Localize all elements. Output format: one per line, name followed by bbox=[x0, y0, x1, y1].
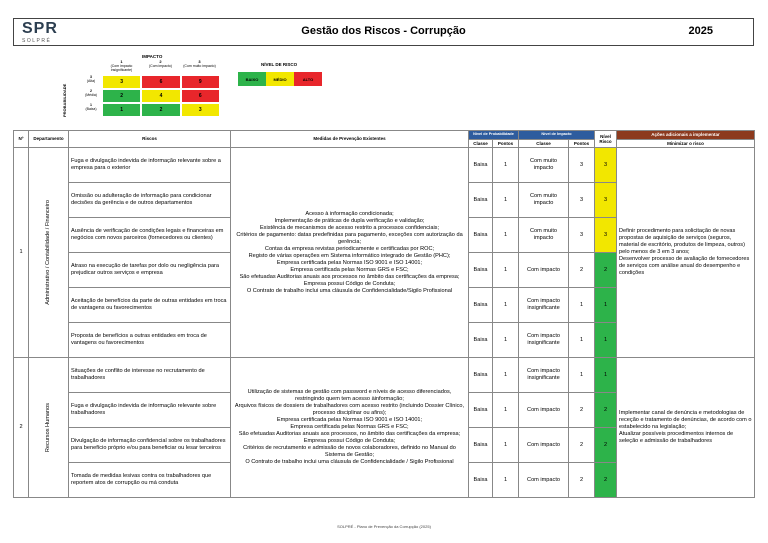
header-impact-band: Nível de Impacto bbox=[519, 131, 595, 140]
document-title: Gestão dos Riscos - Corrupção bbox=[301, 25, 466, 37]
matrix-cell: 3 bbox=[102, 75, 141, 89]
risk-description: Aceitação de benefícios da parte de outras entidades em troca de vantagens ou favorecimentos bbox=[69, 288, 231, 323]
matrix-cell: 2 bbox=[102, 89, 141, 103]
risk-description: Proposta de benefícios a outras entidades em troca de vantagens ou favorecimentos bbox=[69, 323, 231, 358]
header-risks: Riscos bbox=[69, 131, 231, 148]
header-actions-band: Ações adicionais a implementar bbox=[617, 131, 755, 140]
prevention-measures: Utilização de sistemas de gestão com password e níveis de acesso diferenciados, restringindo quem tem acesso àinformação; Arquivos físicos de dossiers de trabalhadores com acesso restrito (incluindo Dossier Clínico, processo disciplinar ou afins); Empresa certificada pelas Normas ISO 9001 e ISO 14001; Empresa certificada pelas Normas GRS e FSC; São efetuadas Auditorias anuais aos processos, no âmbito das certificações da empresa; Empresa possui Código de Conduta; Critérios de recrutamento e admissão de novos colaboradores, definido no Manual do Sistema de Gestão; O Contrato de trabalho inclui uma cláusula de Confidencialidade / Sigilo Profissional bbox=[231, 358, 469, 498]
department-label: Recursos Humanos bbox=[45, 402, 51, 453]
logo-subtitle: SOLPRÉ bbox=[22, 38, 52, 44]
page-footer: SOLPRÉ - Plano de Prevenção da Corrupção (2025) bbox=[337, 524, 431, 529]
probability-points: 1 bbox=[493, 288, 519, 323]
probability-class: Baixa bbox=[469, 393, 493, 428]
probability-class: Baixa bbox=[469, 428, 493, 463]
impact-points: 1 bbox=[569, 323, 595, 358]
impact-points: 2 bbox=[569, 253, 595, 288]
probability-axis-label: PROBABILIDADE bbox=[62, 83, 67, 117]
probability-points: 1 bbox=[493, 463, 519, 498]
department-cell bbox=[29, 358, 69, 498]
impact-points: 1 bbox=[569, 358, 595, 393]
probability-class: Baixa bbox=[469, 253, 493, 288]
impact-points: 3 bbox=[569, 218, 595, 253]
impact-points: 2 bbox=[569, 463, 595, 498]
risk-level-value: 2 bbox=[595, 428, 617, 463]
risk-matrix bbox=[102, 75, 220, 117]
document-year: 2025 bbox=[688, 25, 713, 37]
risk-level-value: 3 bbox=[595, 218, 617, 253]
matrix-cell: 4 bbox=[141, 89, 180, 103]
header-risk-level: Nível Risco bbox=[595, 131, 617, 148]
probability-points: 1 bbox=[493, 393, 519, 428]
impact-class: Com muito impacto bbox=[519, 148, 569, 183]
department-label: Administrativo / Contabilidade / Financeiro bbox=[45, 200, 51, 305]
matrix-cell: 9 bbox=[181, 75, 220, 89]
risk-description: Fuga e divulgação indevida de informação relevante sobre trabalhadores bbox=[69, 393, 231, 428]
header-measures: Medidas de Prevenção Existentes bbox=[231, 131, 469, 148]
prevention-measures: Acesso à informação condicionada; Implementação de práticas de dupla verificação e validação; Existência de mecanismos de acesso restrito a processos confidenciais; Critérios de pagamento: datas predefinidas para pagamento, exceções com autorização da gerência; Contas da empresa revistas periodicamente e certificadas por ROC; Registo de várias operações em Sistema informático integrado de Gestão (PHC); Empresa certificada pelas Normas ISO 9001 e ISO 14001; Empresa certificada pelas Normas GRS e FSC; São efetuadas Auditorias anuais aos processos no âmbito das certificações da empresa; Empresa possui Código de Conduta; O Contrato de trabalho inclui uma cláusula de Confidencialidade/Sigilo Profissional bbox=[231, 148, 469, 358]
risk-description: Ausência de verificação de condições legais e financeiras em negócios com novos parceiros (fornecedores ou clientes) bbox=[69, 218, 231, 253]
header-prob-class: Classe bbox=[469, 139, 493, 148]
risk-description: Omissão ou adulteração de informação para condicionar decisões da gerência e de outros departamentos bbox=[69, 183, 231, 218]
risk-description: Atraso na execução de tarefas por dolo ou negligência para prejudicar outros serviços e empresa bbox=[69, 253, 231, 288]
impact-column: 1 (Com impacto insignificante) bbox=[110, 59, 133, 72]
department-cell bbox=[29, 148, 69, 358]
probability-class: Baixa bbox=[469, 148, 493, 183]
impact-points: 2 bbox=[569, 428, 595, 463]
impact-class: Com impacto insignificante bbox=[519, 323, 569, 358]
impact-column: 2 (Com impacto) bbox=[149, 59, 172, 68]
risk-table bbox=[13, 130, 755, 498]
probability-class: Baixa bbox=[469, 218, 493, 253]
table-row bbox=[14, 148, 755, 183]
document-header bbox=[13, 18, 754, 46]
risk-description: Divulgação de informação confidencial sobre os trabalhadores para benefício próprio e/ou para beneficiar ou lesar terceiros bbox=[69, 428, 231, 463]
impact-class: Com impacto bbox=[519, 428, 569, 463]
impact-class: Com impacto bbox=[519, 393, 569, 428]
impact-class: Com impacto insignificante bbox=[519, 358, 569, 393]
probability-row: 2 (Média) bbox=[85, 89, 97, 97]
logo-mark: SPR bbox=[22, 20, 58, 37]
group-number: 1 bbox=[14, 148, 29, 358]
risk-level-value: 1 bbox=[595, 358, 617, 393]
risk-level-baixo: BAIXO bbox=[238, 72, 266, 86]
risk-level-value: 2 bbox=[595, 393, 617, 428]
probability-class: Baixa bbox=[469, 288, 493, 323]
additional-actions: Implementar canal de denúncia e metodologias de receção e tratamento de denúncias, de acordo com o estabelecido na legislação; Atualizar possíveis procedimentos internos de seleção e admissão de trabalhadores bbox=[617, 358, 755, 498]
probability-points: 1 bbox=[493, 148, 519, 183]
risk-description: Fuga e divulgação indevida de informação relevante sobre a empresa para o exterior bbox=[69, 148, 231, 183]
probability-points: 1 bbox=[493, 428, 519, 463]
risk-level-value: 1 bbox=[595, 288, 617, 323]
probability-class: Baixa bbox=[469, 463, 493, 498]
probability-points: 1 bbox=[493, 323, 519, 358]
impact-class: Com muito impacto bbox=[519, 183, 569, 218]
probability-points: 1 bbox=[493, 253, 519, 288]
matrix-cell: 2 bbox=[141, 103, 180, 117]
probability-points: 1 bbox=[493, 358, 519, 393]
impact-class: Com muito impacto bbox=[519, 218, 569, 253]
impact-matrix-columns bbox=[102, 60, 220, 72]
risk-level-legend bbox=[238, 72, 322, 86]
header-impact-class: Classe bbox=[519, 139, 569, 148]
impact-points: 3 bbox=[569, 183, 595, 218]
matrix-cell: 6 bbox=[181, 89, 220, 103]
risk-description: Situações de conflito de interesse no recrutamento de trabalhadores bbox=[69, 358, 231, 393]
probability-row: 3 (Alta) bbox=[86, 75, 96, 83]
header-number: Nº bbox=[14, 131, 29, 148]
risk-level-alto: ALTO bbox=[294, 72, 322, 86]
risk-level-title: NÍVEL DE RISCO bbox=[261, 62, 298, 67]
risk-level-value: 2 bbox=[595, 463, 617, 498]
probability-class: Baixa bbox=[469, 183, 493, 218]
impact-points: 2 bbox=[569, 393, 595, 428]
risk-level-value: 3 bbox=[595, 148, 617, 183]
header-minimize: Minimizar o risco bbox=[617, 139, 755, 148]
impact-points: 3 bbox=[569, 148, 595, 183]
risk-level-value: 3 bbox=[595, 183, 617, 218]
probability-rows bbox=[80, 75, 102, 117]
table-row bbox=[14, 358, 755, 393]
group-number: 2 bbox=[14, 358, 29, 498]
impact-matrix-title: IMPACTO bbox=[142, 54, 163, 59]
matrix-cell: 6 bbox=[141, 75, 180, 89]
risk-level-value: 2 bbox=[595, 253, 617, 288]
probability-row: 1 (Baixa) bbox=[85, 103, 97, 111]
impact-class: Com impacto insignificante bbox=[519, 288, 569, 323]
header-impact-points: Pontos bbox=[569, 139, 595, 148]
matrix-cell: 3 bbox=[181, 103, 220, 117]
risk-level-value: 1 bbox=[595, 323, 617, 358]
probability-class: Baixa bbox=[469, 358, 493, 393]
impact-column: 3 (Com muito impacto) bbox=[183, 59, 216, 68]
risk-level-médio: MÉDIO bbox=[266, 72, 294, 86]
additional-actions: Definir procedimento para solicitação de novas propostas de aquisição de serviços (seguros, material de escritório, produtos de limpeza, outros) pelo menos de 3 em 3 anos; Desenvolver processo de avaliação de fornecedores de serviços com análise anual do desempenho e condições bbox=[617, 148, 755, 358]
probability-class: Baixa bbox=[469, 323, 493, 358]
matrix-cell: 1 bbox=[102, 103, 141, 117]
header-prob-points: Pontos bbox=[493, 139, 519, 148]
impact-points: 1 bbox=[569, 288, 595, 323]
impact-class: Com impacto bbox=[519, 463, 569, 498]
probability-points: 1 bbox=[493, 183, 519, 218]
probability-points: 1 bbox=[493, 218, 519, 253]
risk-description: Tomada de medidas lesivas contra os trabalhadores que reportem atos de corrupção ou má conduta bbox=[69, 463, 231, 498]
header-department: Departamento bbox=[29, 131, 69, 148]
header-probability-band: Nível de Probabilidade bbox=[469, 131, 519, 140]
impact-class: Com impacto bbox=[519, 253, 569, 288]
